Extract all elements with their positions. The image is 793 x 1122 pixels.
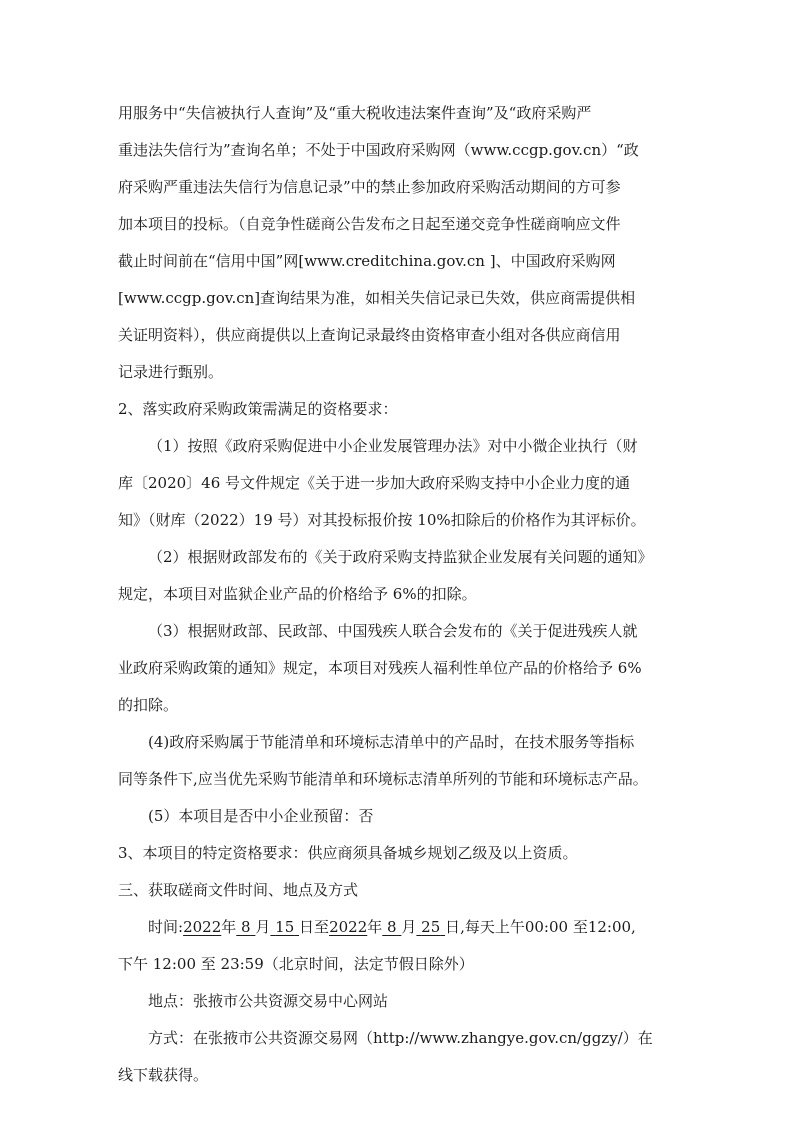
end-year: 2022 [329,918,368,936]
item-1-line: （1）按照《政府采购促进中小企业发展管理办法》对中小微企业执行（财 [148,437,638,455]
item-1-line: 库〔2020〕46 号文件规定《关于进一步加大政府采购支持中小企业力度的通 [118,474,631,492]
year-unit: 年 [221,918,237,936]
paragraph-line: [www.ccgp.gov.cn]查询结果为准，如相关失信记录已失效，供应商需提供相 [118,289,636,307]
end-day: 25 [421,918,441,936]
heading-three: 三、获取磋商文件时间、地点及方式 [118,881,359,899]
day-unit: 日至 [299,918,330,936]
start-month: 8 [241,918,251,936]
paragraph-line: 记录进行甄别。 [118,363,224,381]
location-line: 地点：张掖市公共资源交易中心网站 [148,992,389,1010]
paragraph-line: 加本项目的投标。（自竞争性磋商公告发布之日起至递交竞争性磋商响应文件 [118,215,621,233]
item-3-line: （3）根据财政部、民政部、中国残疾人联合会发布的《关于促进残疾人就 [148,622,638,640]
method-line: 方式：在张掖市公共资源交易网（http://www.zhangye.gov.cn/ggzy/）在 [148,1029,653,1047]
item-2-line: （2）根据财政部发布的《关于政府采购支持监狱企业发展有关问题的通知》 [148,548,653,566]
end-month: 8 [387,918,397,936]
time-label: 时间: [148,918,184,936]
paragraph-line: 用服务中“失信被执行人查询”及“重大税收违法案件查询”及“政府采购严 [118,104,592,122]
section-3-line: 3、本项目的特定资格要求：供应商须具备城乡规划乙级及以上资质。 [118,844,578,862]
month-unit-2: 月 [401,918,417,936]
method-line: 线下载获得。 [118,1066,209,1084]
section-title: 2、落实政府采购政策需满足的资格要求： [118,400,398,418]
item-5-line: (5）本项目是否中小企业预留：否 [148,807,374,825]
start-day: 15 [275,918,295,936]
paragraph-line: 府采购严重违法失信行为信息记录”中的禁止参加政府采购活动期间的方可参 [118,178,621,196]
item-4-line: 同等条件下,应当优先采购节能清单和环境标志清单所列的节能和环境标志产品。 [118,770,648,788]
month-unit: 月 [255,918,271,936]
item-3-line: 的扣除。 [118,696,179,714]
paragraph-line: 重违法失信行为”查询名单；不处于中国政府采购网（www.ccgp.gov.cn）“政 [118,141,639,159]
paragraph-line: 关证明资料），供应商提供以上查询记录最终由资格审查小组对各供应商信用 [118,326,621,344]
start-year: 2022 [183,918,222,936]
time-tail: ,每天上午00:00 至12:00, [460,918,636,936]
time-line-2: 下午 12:00 至 23:59（北京时间，法定节假日除外） [118,955,474,973]
item-2-line: 规定，本项目对监狱企业产品的价格给予 6%的扣除。 [118,585,477,603]
item-4-line: (4)政府采购属于节能清单和环境标志清单中的产品时，在技术服务等指标 [148,733,635,751]
end-day-unit: 日 [445,918,461,936]
time-line [148,917,636,937]
year-unit-2: 年 [367,918,383,936]
item-3-line: 业政府采购政策的通知》规定，本项目对残疾人福利性单位产品的价格给予 6% [118,659,642,677]
paragraph-line: 截止时间前在“信用中国”网[www.creditchina.gov.cn ]、中国政府采购网 [118,252,616,270]
item-1-line: 知》（财库（2022）19 号）对其投标报价按 10%扣除后的价格作为其评标价。 [118,511,646,529]
